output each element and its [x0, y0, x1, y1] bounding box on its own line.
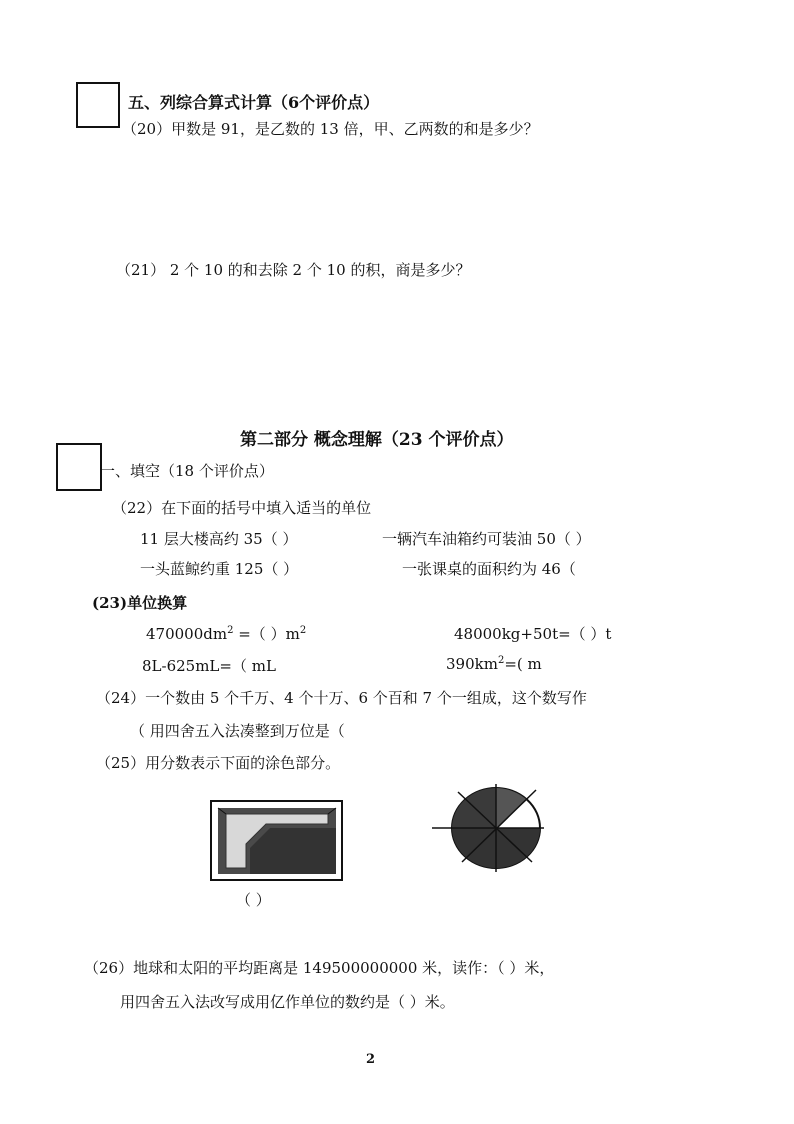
score-box-part2[interactable]: [56, 443, 102, 491]
question-25: （25）用分数表示下面的涂色部分。: [96, 754, 341, 772]
question-22-b: 一辆汽车油箱约可装油 50（ ）: [382, 530, 591, 548]
part2-title: 第二部分 概念理解（23 个评价点）: [240, 430, 514, 450]
question-23: (23)单位换算: [92, 594, 188, 612]
question-23-a-right: =（ ）m: [233, 625, 300, 643]
question-25-answer-blank: （ ）: [236, 891, 271, 909]
question-26-line1: （26）地球和太阳的平均距离是 149500000000 米，读作：（ ）米，: [84, 959, 555, 977]
question-22-c: 一头蓝鲸约重 125（ ）: [140, 560, 299, 578]
question-22: （22）在下面的括号中填入适当的单位: [112, 499, 372, 517]
question-23-d-left: 390km: [446, 655, 498, 673]
question-23-d-right: =( m: [504, 655, 542, 673]
question-20: （20）甲数是 91，是乙数的 13 倍，甲、乙两数的和是多少？: [122, 120, 539, 138]
question-26-line2: 用四舍五入法改写成用亿作单位的数约是（ ）米。: [120, 993, 455, 1011]
shaded-box-figure: [210, 800, 344, 882]
question-22-a: 11 层大楼高约 35（ ）: [140, 530, 298, 548]
fill-title: 一、填空（18 个评价点）: [100, 462, 274, 480]
question-23-a: [146, 623, 306, 644]
question-23-d-left-sup: 2: [497, 655, 505, 666]
question-23-c: 8L-625mL=（ mL: [142, 657, 276, 675]
question-23-b: 48000kg+50t=（ ）t: [454, 625, 612, 643]
question-22-d: 一张课桌的面积约为 46（: [402, 560, 576, 578]
question-23-a-left: 470000dm: [146, 625, 228, 643]
question-23-d: [446, 655, 542, 673]
question-24-line2: （ 用四舍五入法凑整到万位是（: [130, 722, 345, 740]
question-24-line1: （24）一个数由 5 个千万、4 个十万、6 个百和 7 个一组成，这个数写作: [96, 689, 587, 707]
score-box-section5[interactable]: [76, 82, 120, 128]
question-23-a-left-sup: 2: [227, 625, 234, 636]
question-21: （21） 2 个 10 的和去除 2 个 10 的积，商是多少？: [116, 261, 471, 279]
question-23-a-right-sup: 2: [299, 625, 307, 636]
page-number: 2: [366, 1052, 376, 1067]
shaded-circle-figure: [432, 780, 552, 880]
section5-title: 五、列综合算式计算（6个评价点）: [128, 93, 380, 112]
